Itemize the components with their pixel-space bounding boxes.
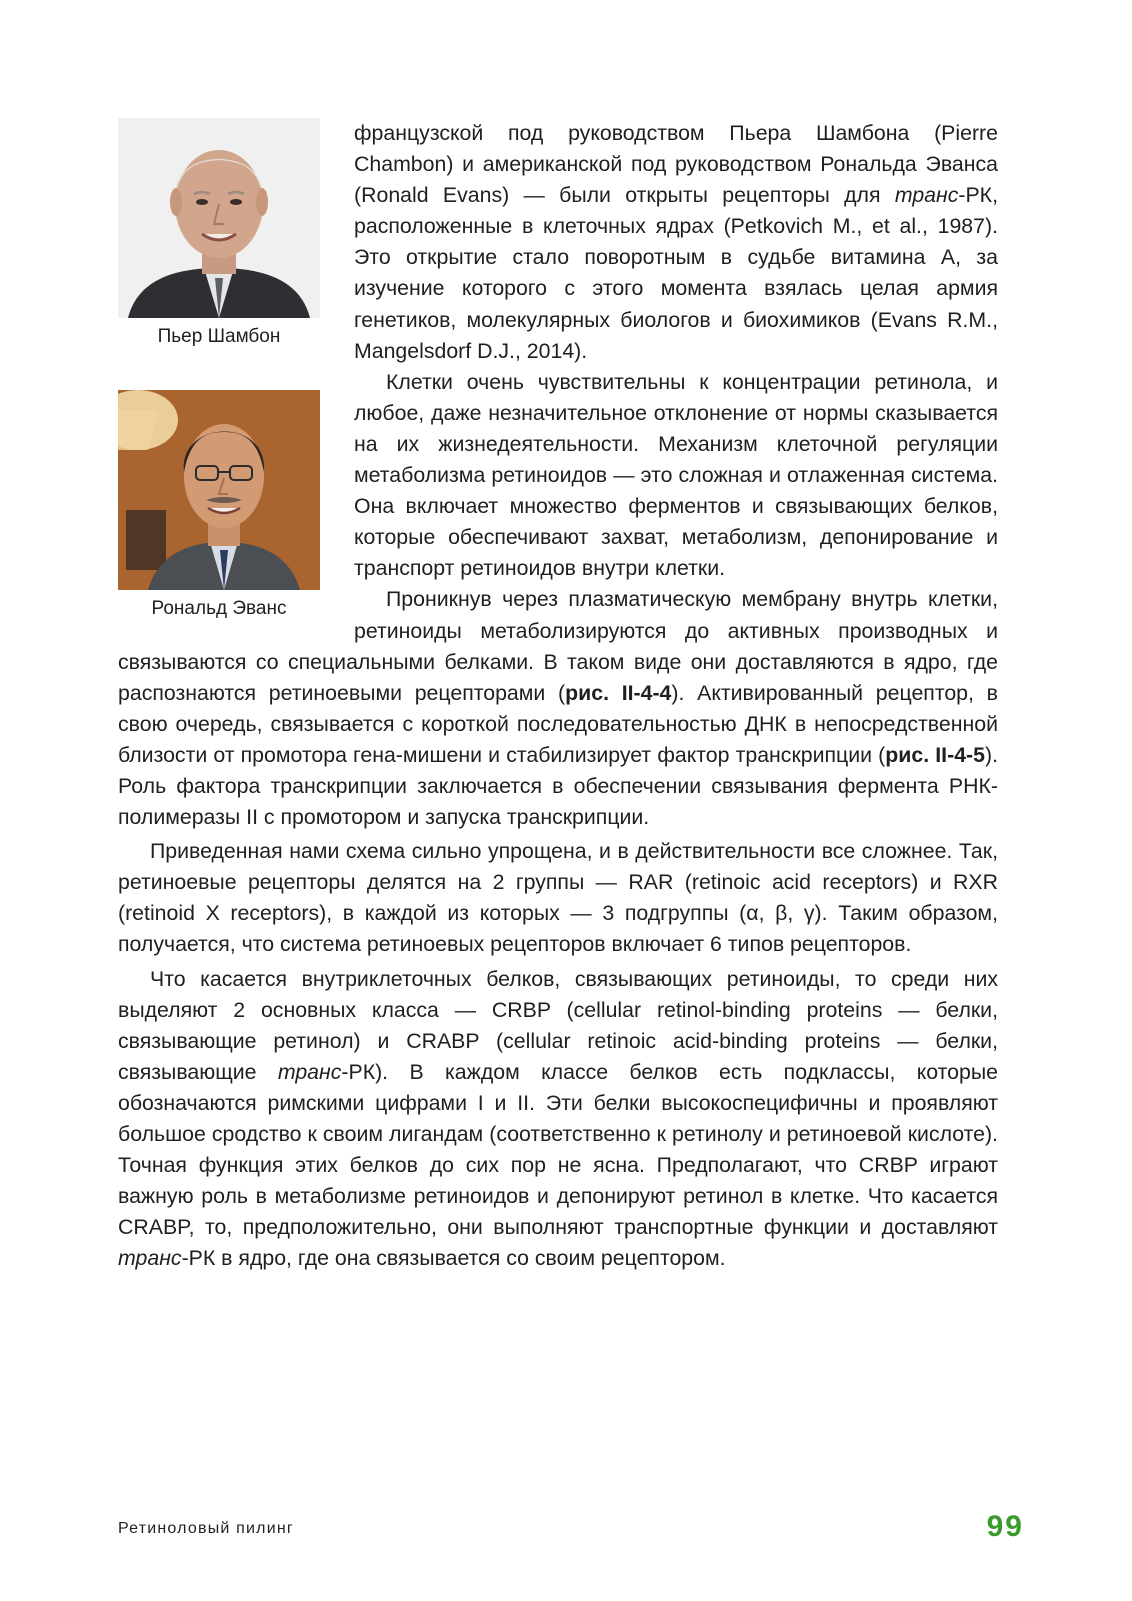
italic-trans-1: транс	[894, 183, 959, 208]
italic-trans-2: транс	[277, 1059, 342, 1084]
paragraph-1-rest: -РК, расположенные в клеточных ядрах (Petkovich M., et al., 1987). Это открытие стало поворотным в судьбе витамина А, за изучение которого с этого момента взялась целая армия генетиков, молекулярных биологов и биохимиков (Evans R.M., Mangelsdorf D.J., 2014).	[354, 183, 998, 363]
italic-trans-3: транс	[118, 1246, 182, 1271]
body-text	[118, 118, 998, 1274]
caption-evans: Рональд Эванс	[151, 598, 287, 619]
figure-ref-ii-4-4: рис. II-4-4	[565, 680, 672, 705]
figure-chambon	[118, 118, 354, 349]
paragraph-5-text-c: -РК в ядро, где она связывается со своим рецептором.	[181, 1246, 726, 1271]
paragraph-3-text-c: ). Роль фактора транскрипции заключается в обеспечении связывания фермента РНК-полимеразы II с промотором и запуска транскрипции.	[118, 742, 998, 830]
photo-pierre-chambon	[118, 118, 320, 318]
figure-evans	[118, 390, 354, 621]
photo-ronald-evans	[118, 390, 320, 590]
figure-ref-ii-4-5: рис. II-4-5	[885, 742, 985, 767]
paragraph-3-text-b: ). Активированный рецептор, в свою очередь, связывается с короткой последовательностью ДНК в непосредственной близости от промотора гена-мишени и стабилизирует фактор транскрипции (	[118, 680, 998, 767]
page-number: 99	[986, 1510, 1024, 1543]
paragraph-5-text-b: -РК). В каждом классе белков есть подклассы, которые обозначаются римскими цифрами I и II. Эти белки высокоспецифичны и проявляют большое сродство к своим лигандам (соответственно к ретинолу и ретиноевой кислоте). Точная функция этих белков до сих пор не ясна. Предполагают, что CRBP играют важную роль в метаболизме ретиноидов и депонируют ретинол в клетке. Что касается CRABP, то, предположительно, они выполняют транспортные функции и доставляют	[118, 1059, 998, 1240]
paragraph-3-text-a: Проникнув через плазматическую мембрану внутрь клетки, ретиноиды метаболизируются до активных производных и связываются со специальными белками. В таком виде они доставляются в ядро, где распознаются ретиноевыми рецепторами (	[118, 587, 998, 705]
paragraph-5	[118, 964, 998, 1275]
paragraph-5-text-a: Что касается внутриклеточных белков, связывающих ретиноиды, то среди них выделяют 2 основных класса — CRBP (cellular retinol-binding proteins — белки, связывающие ретинол) и CRABP (cellular retinoic acid-binding proteins — белки, связывающие	[118, 966, 998, 1084]
paragraph-4: Приведенная нами схема сильно упрощена, и в действительности все сложнее. Так, ретиноевые рецепторы делятся на 2 группы — RAR (retinoic acid receptors) и RXR (retinoid X receptors), в каждой из которых — 3 подгруппы (α, β, γ). Таким образом, получается, что система ретиноевых рецепторов включает 6 типов рецепторов.	[118, 839, 998, 957]
caption-chambon: Пьер Шамбон	[157, 326, 281, 347]
paragraph-1-text: французской под руководством Пьера Шамбона (Pierre Chambon) и американской под руководством Рональда Эванса (Ronald Evans) — были открыты рецепторы для	[354, 121, 998, 208]
running-footer-title: Ретиноловый пилинг	[118, 1520, 294, 1537]
paragraph-2: Клетки очень чувствительны к концентрации ретинола, и любое, даже незначительное отклонение от нормы сказывается на их жизнедеятельности. Механизм клеточной регуляции метаболизма ретиноидов — это сложная и отлаженная система. Она включает множество ферментов и связывающих белков, которые обеспечивают захват, метаболизм, депонирование и транспорт ретиноидов внутри клетки.	[354, 369, 998, 581]
photo-column	[118, 118, 354, 644]
